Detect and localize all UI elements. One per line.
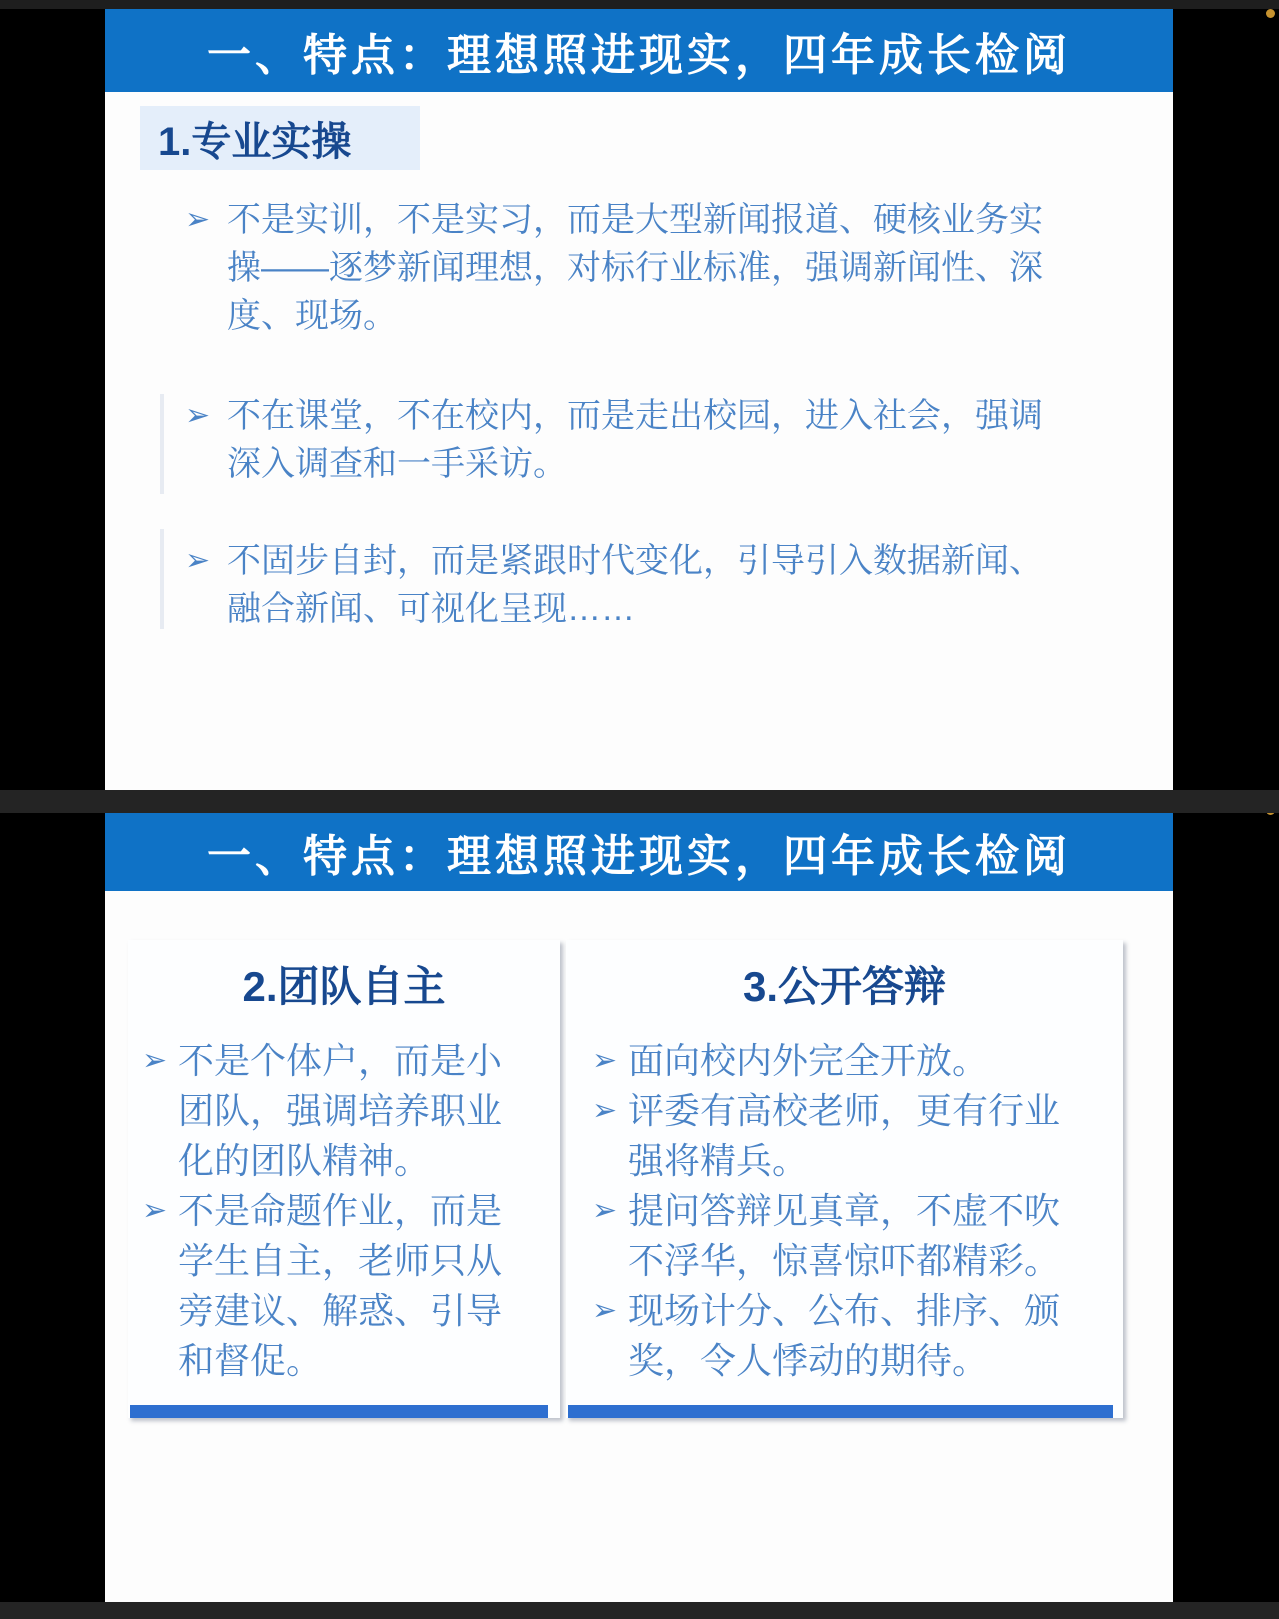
card-team-autonomy xyxy=(128,940,560,1418)
bullet-text: 评委有高校老师，更有行业强将精兵。 xyxy=(628,1090,1061,1181)
bullet-arrow-icon: ➢ xyxy=(142,1194,168,1227)
recording-indicator-dot xyxy=(1266,9,1275,18)
bullet-arrow-icon: ➢ xyxy=(185,203,211,236)
screen-top-frame xyxy=(0,0,1279,9)
bullet-text: 不在课堂，不在校内，而是走出校园，进入社会，强调深入调查和一手采访。 xyxy=(227,397,1043,483)
bullet-text: 提问答辩见真章，不虚不吹不浮华，惊喜惊吓都精彩。 xyxy=(628,1190,1061,1281)
bullet-text: 面向校内外完全开放。 xyxy=(628,1040,989,1081)
bullet-text: 不是个体户，而是小团队，强调培养职业化的团队精神。 xyxy=(178,1040,503,1181)
slide-1-title-banner xyxy=(105,9,1173,92)
screen-divider-frame xyxy=(0,790,1279,813)
bullet-text: 现场计分、公布、排序、颁奖，令人悸动的期待。 xyxy=(628,1290,1061,1381)
bullet-arrow-icon: ➢ xyxy=(592,1094,618,1127)
section-label-box xyxy=(140,106,420,170)
decorative-line xyxy=(160,394,164,494)
slide-1 xyxy=(105,9,1173,790)
card-open-defense xyxy=(566,940,1123,1418)
card-bullet-list xyxy=(128,1036,560,1386)
card-bullet-list xyxy=(566,1036,1123,1386)
decorative-line xyxy=(160,529,164,629)
list-item xyxy=(142,1186,560,1386)
list-item xyxy=(185,196,1049,340)
bullet-arrow-icon: ➢ xyxy=(142,1044,168,1077)
list-item xyxy=(592,1286,1123,1386)
bullet-arrow-icon: ➢ xyxy=(185,544,211,577)
list-item xyxy=(185,392,1049,488)
bullet-arrow-icon: ➢ xyxy=(185,399,211,432)
screen-bottom-frame xyxy=(0,1602,1279,1619)
slide-1-title: 一、特点：理想照进现实，四年成长检阅 xyxy=(207,30,1071,80)
slide-2-title: 一、特点：理想照进现实，四年成长检阅 xyxy=(207,832,1071,881)
list-item xyxy=(592,1036,1123,1086)
bullet-arrow-icon: ➢ xyxy=(592,1044,618,1077)
list-item xyxy=(142,1036,560,1186)
bullet-text: 不固步自封，而是紧跟时代变化，引导引入数据新闻、融合新闻、可视化呈现…… xyxy=(227,542,1043,628)
card-accent-bar xyxy=(568,1405,1113,1418)
list-item xyxy=(592,1186,1123,1286)
card-title: 3.公开答辩 xyxy=(742,963,947,1010)
slide-2 xyxy=(105,813,1173,1602)
bullet-text: 不是实训，不是实习，而是大型新闻报道、硬核业务实操——逐梦新闻理想，对标行业标准，强调新闻性、深度、现场。 xyxy=(227,201,1043,335)
bullet-arrow-icon: ➢ xyxy=(592,1194,618,1227)
list-item xyxy=(592,1086,1123,1186)
slide-2-title-banner xyxy=(105,813,1173,891)
card-title: 2.团队自主 xyxy=(242,963,446,1010)
list-item xyxy=(185,537,1049,633)
card-accent-bar xyxy=(130,1405,548,1418)
bullet-text: 不是命题作业，而是学生自主，老师只从旁建议、解惑、引导和督促。 xyxy=(178,1190,503,1381)
bullet-arrow-icon: ➢ xyxy=(592,1294,618,1327)
section-label-text: 1.专业实操 xyxy=(158,119,352,164)
